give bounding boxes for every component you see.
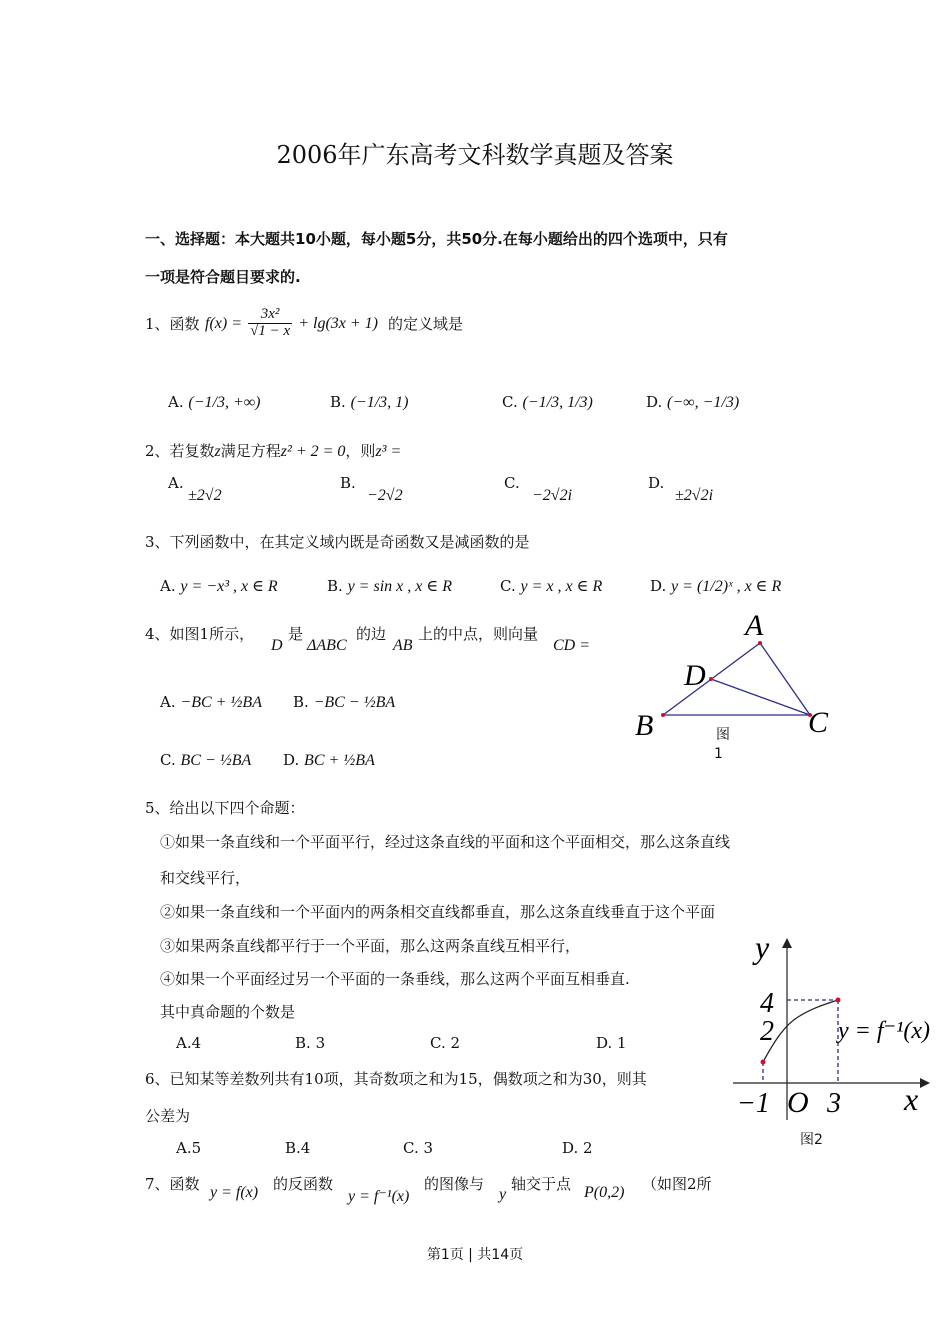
label-a: A [745, 609, 764, 642]
q2-stem [145, 440, 401, 461]
q2-option-d-text: ±2√2i [675, 487, 714, 504]
point-b-dot [661, 713, 665, 717]
q5-proposition-1b: 和交线平行， [160, 869, 251, 887]
q3-stem: 3、下列函数中，在其定义域内既是奇函数又是减函数的是 [145, 533, 530, 551]
option-text: 5 [191, 1139, 202, 1157]
option-text: (−1/3, +∞) [188, 394, 261, 411]
q6-option-a [176, 1139, 201, 1157]
q6-option-d [562, 1139, 593, 1157]
q5-proposition-3: ③如果两条直线都平行于一个平面，那么这两条直线互相平行， [160, 937, 581, 955]
q5-option-b [295, 1034, 325, 1052]
option-text: 3 [315, 1034, 326, 1052]
label-b: B [635, 709, 654, 742]
q1-fraction [248, 307, 292, 340]
curve-end-dot [836, 998, 841, 1003]
option-label: A. [176, 1139, 192, 1157]
q4-vector-cd: CD = [553, 637, 591, 654]
tick-2: 2 [760, 1016, 774, 1047]
figure-1-triangle [625, 608, 850, 768]
option-label: C. [502, 393, 518, 411]
q7-function: y = f(x) [210, 1184, 259, 1201]
option-text: (−∞, −1/3) [667, 394, 740, 411]
q7-y: y [499, 1186, 507, 1203]
q2-option-c-text: −2√2i [532, 487, 573, 504]
q1-numerator: 3x² [248, 307, 292, 324]
q4-triangle: ΔABC [307, 637, 347, 654]
option-text: (−1/3, 1) [350, 394, 409, 411]
q7-inverse: y = f⁻¹(x) [348, 1188, 410, 1205]
curve-label: y = f⁻¹(x) [838, 1018, 931, 1044]
option-label: D. [562, 1139, 579, 1157]
option-label: C. [500, 577, 516, 595]
option-label: D. [283, 751, 300, 769]
option-label: D. [596, 1034, 613, 1052]
q5-option-d [596, 1034, 627, 1052]
q4-stem-b: 是 [288, 625, 304, 643]
q4-point-d: D [271, 637, 283, 654]
q4-option-c [160, 751, 251, 770]
option-label: B. [293, 693, 309, 711]
q6-line1: 6、已知某等差数列共有10项，其奇数项之和为15，偶数项之和为30，则其 [145, 1070, 647, 1088]
q5-proposition-4: ④如果一个平面经过另一个平面的一条垂线，那么这两个平面互相垂直. [160, 970, 630, 988]
q7-point-p: P(0,2) [584, 1184, 625, 1201]
option-text: 4 [191, 1034, 202, 1052]
q4-option-d [283, 751, 375, 770]
q6-option-b [285, 1139, 310, 1157]
q3-option-c [500, 576, 602, 596]
x-axis-arrow [920, 1078, 930, 1088]
page-title: 2006年广东高考文科数学真题及答案 [276, 141, 674, 169]
option-text: y = (1/2)ˣ , x ∈ R [671, 578, 782, 595]
q5-option-a [176, 1034, 201, 1052]
q2-ask: z³ = [375, 443, 402, 460]
q2-option-d-label: D. [648, 474, 665, 492]
tick-4: 4 [760, 988, 774, 1019]
q1-denominator: √1 − x [250, 322, 291, 339]
q5-ask: 其中真命题的个数是 [160, 1003, 296, 1021]
q1-number: 1、函数 [145, 315, 200, 333]
q6-line2: 公差为 [145, 1107, 191, 1125]
q4-option-a [160, 693, 262, 712]
figure-2-caption: 图2 [800, 1132, 823, 1148]
option-text: 1 [617, 1034, 627, 1052]
q7-stem-a: 7、函数 [145, 1175, 200, 1193]
figure-2-graph [730, 930, 935, 1130]
q7-stem-b: 的反函数 [273, 1175, 334, 1193]
option-label: A. [176, 1034, 192, 1052]
point-d-dot [709, 677, 713, 681]
option-text: 2 [450, 1034, 461, 1052]
q6-option-c [403, 1139, 433, 1157]
q4-stem-c: 的边 [356, 625, 387, 643]
tick-3: 3 [827, 1088, 841, 1119]
option-text: 3 [423, 1139, 434, 1157]
option-label: D. [646, 393, 663, 411]
q2-option-c-label: C. [504, 474, 520, 492]
q1-option-d [646, 393, 739, 412]
q3-option-b [327, 576, 452, 596]
q1-option-c [502, 393, 593, 412]
option-text: y = x , x ∈ R [520, 578, 603, 595]
q5-proposition-2: ②如果一条直线和一个平面内的两条相交直线都垂直，那么这条直线垂直于这个平面 [160, 903, 716, 921]
q4-stem-a: 4、如图1所示， [145, 625, 255, 643]
inverse-curve [763, 1000, 838, 1062]
q1-option-a [168, 393, 261, 412]
option-label: B. [285, 1139, 301, 1157]
q1-suffix: 的定义域是 [388, 315, 464, 333]
q7-stem-c: 的图像与 [424, 1175, 485, 1193]
q4-option-b [293, 693, 395, 712]
q5-proposition-1a: ①如果一条直线和一个平面平行，经过这条直线的平面和这个平面相交，那么这条直线 [160, 833, 731, 851]
q5-stem: 5、给出以下四个命题： [145, 799, 305, 817]
q2-option-b-label: B. [340, 474, 356, 492]
option-text: BC − ½BA [180, 752, 252, 769]
q2-stem-b: 满足方程 [220, 442, 281, 460]
option-text: −BC + ½BA [180, 694, 262, 711]
q4-side-ab: AB [393, 637, 413, 654]
section-heading-line1: 一、选择题：本大题共10小题，每小题5分，共50分.在每小题给出的四个选项中，只有 [145, 230, 728, 248]
option-label: A. [168, 393, 184, 411]
q2-var: z [214, 443, 221, 460]
q2-stem-a: 2、若复数 [145, 442, 215, 460]
curve-start-dot [761, 1060, 766, 1065]
option-text: (−1/3, 1/3) [522, 394, 593, 411]
y-axis-arrow [782, 938, 792, 948]
q1-option-b [330, 393, 408, 412]
option-text: 2 [583, 1139, 593, 1157]
label-c: C [808, 706, 829, 739]
option-label: C. [160, 751, 176, 769]
q2-stem-c: ，则 [345, 442, 376, 460]
figure-1-caption-b: 1 [714, 746, 723, 762]
option-label: A. [160, 693, 176, 711]
q7-stem-d: 轴交于点 [511, 1175, 572, 1193]
option-text: y = −x³ , x ∈ R [180, 578, 278, 595]
q5-option-c [430, 1034, 460, 1052]
q1-formula [205, 307, 378, 340]
q3-option-d [650, 576, 781, 596]
q2-equation: z² + 2 = 0 [280, 443, 346, 460]
option-label: B. [295, 1034, 311, 1052]
q3-option-a [160, 576, 278, 596]
option-text: y = sin x , x ∈ R [347, 578, 452, 595]
side-ac [760, 643, 810, 715]
option-text: BC + ½BA [304, 752, 375, 769]
q1-tail: + lg(3x + 1) [298, 314, 378, 332]
option-label: C. [430, 1034, 446, 1052]
q2-option-a-text: ±2√2 [188, 487, 222, 504]
segment-cd [711, 679, 810, 715]
q2-option-b-text: −2√2 [367, 487, 403, 504]
q2-option-a-label: A. [168, 474, 184, 492]
x-axis-label: x [904, 1081, 919, 1117]
origin-label: O [787, 1086, 809, 1119]
option-label: B. [327, 577, 343, 595]
option-label: D. [650, 577, 667, 595]
label-d: D [684, 659, 706, 692]
y-axis-label: y [755, 930, 770, 965]
option-text: 4 [300, 1139, 311, 1157]
tick-minus-1: −1 [737, 1088, 770, 1119]
section-heading-line2: 一项是符合题目要求的. [145, 268, 301, 286]
q7-stem-e: （如图2所 [642, 1175, 712, 1193]
q1-fx: f(x) = [205, 314, 242, 332]
option-label: A. [160, 577, 176, 595]
option-label: C. [403, 1139, 419, 1157]
option-text: −BC − ½BA [313, 694, 396, 711]
page-footer: 第1页 | 共14页 [426, 1247, 524, 1263]
option-label: B. [330, 393, 346, 411]
q4-stem-d: 上的中点，则向量 [418, 625, 539, 643]
figure-1-caption-a: 图 [716, 727, 730, 743]
